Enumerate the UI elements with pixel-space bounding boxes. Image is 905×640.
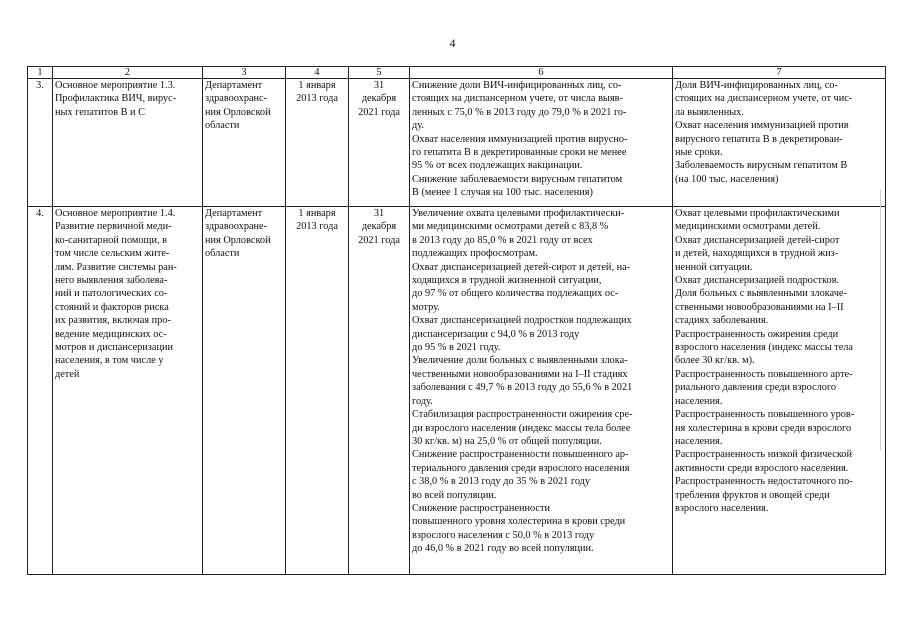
text-line: 95 % от всех подлежащих вакцинации. — [412, 160, 583, 172]
text-line: 31 — [373, 208, 385, 219]
results-cell — [410, 207, 673, 575]
executor-cell — [203, 79, 286, 207]
text-line: ний и патологических со- — [55, 288, 168, 300]
text-line: Департамент — [205, 80, 263, 91]
text-line: ния Орловской — [205, 106, 271, 118]
indicators-cell — [673, 207, 886, 575]
text-line: в 2013 году до 85,0 % в 2021 году от всех — [412, 234, 593, 246]
text-line: взрослого населения. — [675, 502, 769, 514]
text-line: ня холестерина в крови среди взрослого — [675, 422, 852, 434]
text-line: стоящих на диспансерном учете, от чис- — [675, 93, 853, 105]
end-date-cell — [349, 207, 410, 575]
text-line: ственными новообразованиями на I–II — [675, 301, 844, 313]
text-line: него выявления заболева- — [55, 275, 168, 287]
text-line: и детей, находящихся в трудной жиз- — [675, 248, 839, 260]
text-line: ко-санитарной помощи, в — [55, 234, 168, 246]
text-line: 1 января — [298, 80, 336, 91]
indicators-cell — [673, 79, 886, 207]
text-line: лям. Развитие системы ран- — [55, 261, 177, 273]
text-line: ния Орловской — [205, 234, 271, 246]
text-line: стадиях заболевания. — [675, 315, 769, 327]
text-line: году. — [412, 395, 433, 407]
text-line: териального давления среди взрослого населения — [412, 462, 630, 474]
text-line: взрослого населения с 50,0 % в 2013 году — [412, 529, 595, 541]
text-line: Развитие первичной меди- — [55, 221, 172, 233]
text-line: (на 100 тыс. населения) — [675, 173, 779, 185]
text-line: подлежащих профосмотрам. — [412, 248, 538, 260]
text-line: ведение медицинских ос- — [55, 328, 167, 340]
text-line: во всей популяции. — [412, 489, 497, 501]
header-cell: 6 — [410, 67, 673, 79]
text-line: стояний и факторов риска — [55, 301, 169, 313]
scan-edge-line — [880, 190, 881, 450]
text-line: здравоохранс- — [205, 93, 268, 105]
text-line: более 30 кг/кв. м). — [675, 355, 755, 367]
start-date-cell — [286, 79, 349, 207]
start-date-cell — [286, 207, 349, 575]
text-line: 2013 года — [296, 221, 338, 233]
text-line: 2021 года — [358, 234, 400, 246]
text-line: населения. — [675, 395, 723, 407]
text-line: мотров и диспансеризации — [55, 342, 173, 354]
text-line: 2013 года — [296, 93, 338, 105]
text-line: Стабилизация распространенности ожирения сре- — [412, 409, 633, 421]
text-line: с 38,0 % в 2013 году до 35 % в 2021 году — [412, 476, 591, 488]
text-line: Охват диспансеризацией детей-сирот и детей, на- — [412, 261, 631, 273]
activity-cell — [53, 79, 203, 207]
text-line: Распространенность низкой физической — [675, 449, 852, 461]
text-line: Распространенность повышенного арте- — [675, 368, 853, 380]
text-line: ми медицинскими осмотрами детей с 83,8 % — [412, 221, 609, 233]
text-line: активности среди взрослого населения. — [675, 462, 849, 474]
text-line: ные сроки. — [675, 147, 723, 159]
header-cell: 5 — [349, 67, 410, 79]
text-line: до 97 % от общего количества подлежащих ос- — [412, 288, 619, 300]
text-line: Охват диспансеризацией подростков. — [675, 275, 840, 287]
text-line: заболевания с 49,7 % в 2013 году до 55,6 % в 2021 — [412, 382, 633, 394]
text-line: мотру. — [412, 301, 440, 313]
text-line: ди взрослого населения (индекс массы тела более — [412, 422, 631, 434]
header-cell: 7 — [673, 67, 886, 79]
table-row — [28, 207, 886, 575]
row-number: 4. — [28, 207, 53, 575]
text-line: Увеличение охвата целевыми профилактически- — [412, 208, 625, 219]
text-line: Заболеваемость вирусным гепатитом В — [675, 160, 848, 172]
executor-cell — [203, 207, 286, 575]
results-cell — [410, 79, 673, 207]
text-line: населения, в том числе у — [55, 355, 164, 367]
text-line: Департамент — [205, 208, 263, 219]
page-number: 4 — [449, 36, 456, 50]
text-line: до 46,0 % в 2021 году во всей популяции. — [412, 543, 594, 555]
text-line: диспансеризации с 94,0 % в 2013 году — [412, 328, 580, 340]
text-line: ду. — [412, 120, 424, 132]
text-line: стоящих на диспансерном учете, от числа выяв- — [412, 93, 623, 105]
table-row — [28, 79, 886, 207]
text-line: ла выявленных. — [675, 106, 744, 118]
text-line: Снижение распространенности — [412, 502, 550, 514]
text-line: Охват целевыми профилактическими — [675, 208, 840, 219]
text-line: Профилактика ВИЧ, вирус- — [55, 93, 177, 105]
text-line: Распространенность ожирения среди — [675, 328, 839, 340]
text-line: Снижение распространенности повышенного ар- — [412, 449, 629, 461]
text-line: здравоохране- — [205, 221, 268, 233]
text-line: 31 — [373, 80, 385, 91]
text-line: ленных с 75,0 % в 2013 году до 79,0 % в 2021 го- — [412, 106, 627, 118]
text-line: Основное мероприятие 1.4. — [55, 208, 176, 219]
text-line: области — [205, 120, 240, 132]
text-line: их развития, включая про- — [55, 315, 171, 327]
text-line: взрослого населения (индекс массы тела — [675, 342, 853, 354]
text-line: том числе сельским жите- — [55, 248, 170, 260]
activity-cell — [53, 207, 203, 575]
header-cell: 3 — [203, 67, 286, 79]
text-line: риального давления среди взрослого — [675, 382, 837, 394]
text-line: 2021 года — [358, 106, 400, 118]
text-line: Охват диспансеризацией подростков подлежащих — [412, 315, 632, 327]
text-line: ненной ситуации. — [675, 261, 753, 273]
row-number: 3. — [28, 79, 53, 207]
text-line: ных гепатитов В и С — [55, 106, 145, 118]
text-line: чественными новообразованиями на I–II стадиях — [412, 368, 628, 380]
text-line: Охват населения иммунизацией против — [675, 120, 849, 132]
header-cell: 4 — [286, 67, 349, 79]
end-date-cell — [349, 79, 410, 207]
header-cell: 2 — [53, 67, 203, 79]
text-line: го гепатита В в декретированные сроки не менее — [412, 147, 627, 159]
header-cell: 1 — [28, 67, 53, 79]
text-line: области — [205, 248, 240, 260]
text-line: Доля больных с выявленными злокаче- — [675, 288, 847, 300]
text-line: Увеличение доли больных с выявленными злока- — [412, 355, 628, 367]
text-line: В (менее 1 случая на 100 тыс. населения) — [412, 187, 593, 199]
text-line: 30 кг/кв. м) на 25,0 % от общей популяции. — [412, 435, 602, 447]
text-line: требления фруктов и овощей среди — [675, 489, 830, 501]
text-line: Охват населения иммунизацией против вирусно- — [412, 133, 628, 145]
text-line: Основное мероприятие 1.3. — [55, 80, 176, 91]
text-line: Снижение заболеваемости вирусным гепатитом — [412, 173, 623, 185]
text-line: населения. — [675, 435, 723, 447]
text-line: до 95 % в 2021 году. — [412, 342, 501, 354]
text-line: Распространенность недостаточного по- — [675, 476, 853, 488]
text-line: повышенного уровня холестерина в крови среди — [412, 516, 626, 528]
text-line: Охват диспансеризацией детей-сирот — [675, 234, 840, 246]
text-line: медицинскими осмотрами детей. — [675, 221, 821, 233]
text-line: декабря — [361, 93, 397, 105]
text-line: декабря — [361, 221, 397, 233]
header-row — [28, 67, 886, 79]
text-line: Снижение доли ВИЧ-инфицированных лиц, со- — [412, 80, 622, 91]
text-line: Доля ВИЧ-инфицированных лиц, со- — [675, 80, 838, 91]
text-line: детей — [55, 368, 80, 380]
text-line: 1 января — [298, 208, 336, 219]
text-line: вирусного гепатита В в декретирован- — [675, 133, 843, 145]
text-line: Распространенность повышенного уров- — [675, 409, 855, 421]
text-line: ходящихся в трудной жизненной ситуации, — [412, 275, 602, 287]
program-table — [27, 66, 886, 575]
